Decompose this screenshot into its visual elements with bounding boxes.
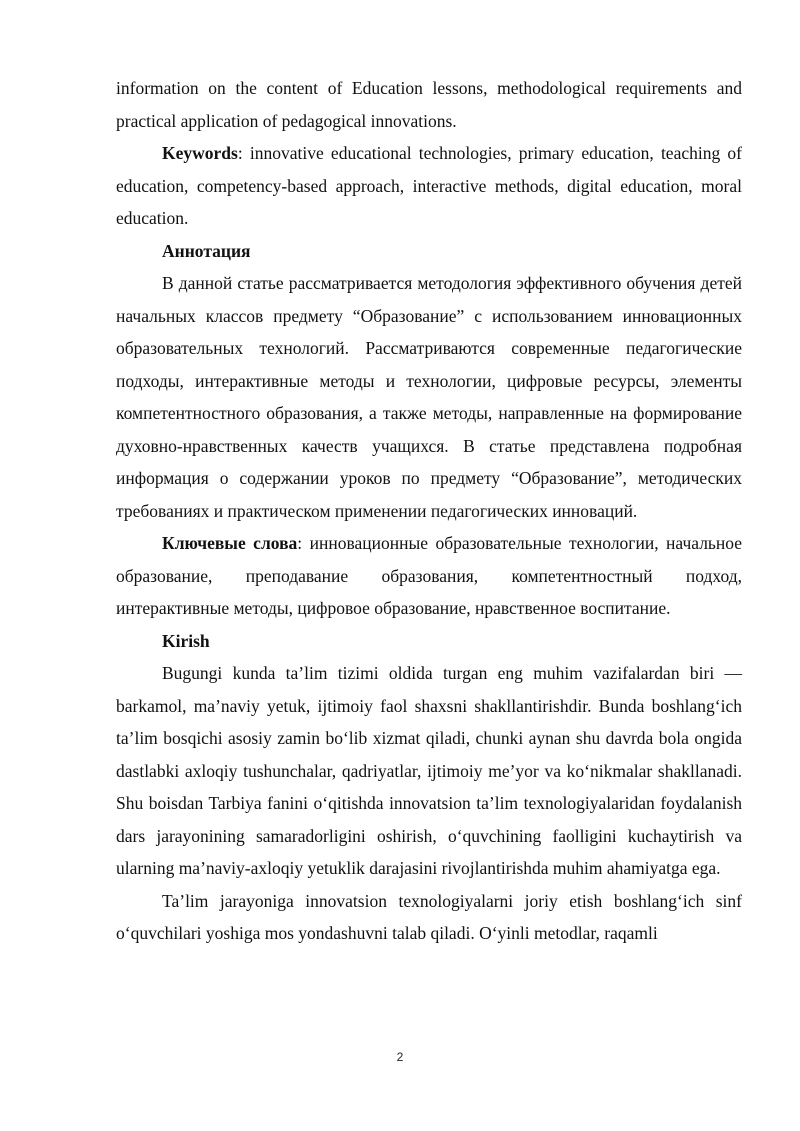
introduction-heading: Kirish [162,630,210,651]
introduction-paragraph-2: Ta’lim jarayoniga innovatsion texnologiyalarni joriy etish boshlang‘ich sinf o‘quvchilari yoshiga mos yondashuvni talab qiladi. O‘yinli metodlar, raqamli [116,890,742,943]
keywords-ru-text: : инновационные образовательные технологии, начальное образование, преподавание образования, компетентностный подход, интерактивные методы, цифровое образование, нравственное воспитание. [116,533,742,618]
page-body [116,72,742,950]
keywords-ru-paragraph [116,527,742,625]
introduction-paragraph-1: Bugungi kunda ta’lim tizimi oldida turgan eng muhim vazifalardan biri — barkamol, ma’naviy yetuk, ijtimoiy faol shaxsni shakllantirishdir. Bunda boshlang‘ich ta’lim bosqichi asosiy zamin bo‘lib xizmat qiladi, chunki aynan shu davrda bola ongida dastlabki axloqiy tushunchalar, qadriyatlar, ijtimoiy me’yor va ko‘nikmalar shakllanadi. Shu boisdan Tarbiya fanini o‘qitishda innovatsion ta’lim texnologiyalaridan foydalanish dars jarayonining samaradorligini oshirish, o‘quvchining faolligini kuchaytirish va ularning ma’naviy-axloqiy yetuklik darajasini rivojlantirishda muhim ahamiyatga ega. [116,663,742,878]
abstract-en-continuation: information on the content of Education lessons, methodological requirements and practical application of pedagogical innovations. [116,78,742,131]
annotation-body: В данной статье рассматривается методология эффективного обучения детей начальных классов предмету “Образование” с использованием инновационных образовательных технологий. Рассматриваются современные педагогические подходы, интерактивные методы и технологии, цифровые ресурсы, элементы компетентностного образования, а также методы, направленные на формирование духовно-нравственных качеств учащихся. В статье представлена подробная информация о содержании уроков по предмету “Образование”, методических требованиях и практическом применении педагогических инноваций. [116,273,742,521]
annotation-heading: Аннотация [162,240,251,261]
page-number: 2 [396,1050,404,1064]
keywords-en-label: Keywords [162,143,238,163]
keywords-en-text: : innovative educational technologies, primary education, teaching of education, competency-based approach, interactive methods, digital education, moral education. [116,143,742,228]
keywords-ru-label: Ключевые слова [162,533,298,553]
keywords-en-paragraph [116,137,742,235]
